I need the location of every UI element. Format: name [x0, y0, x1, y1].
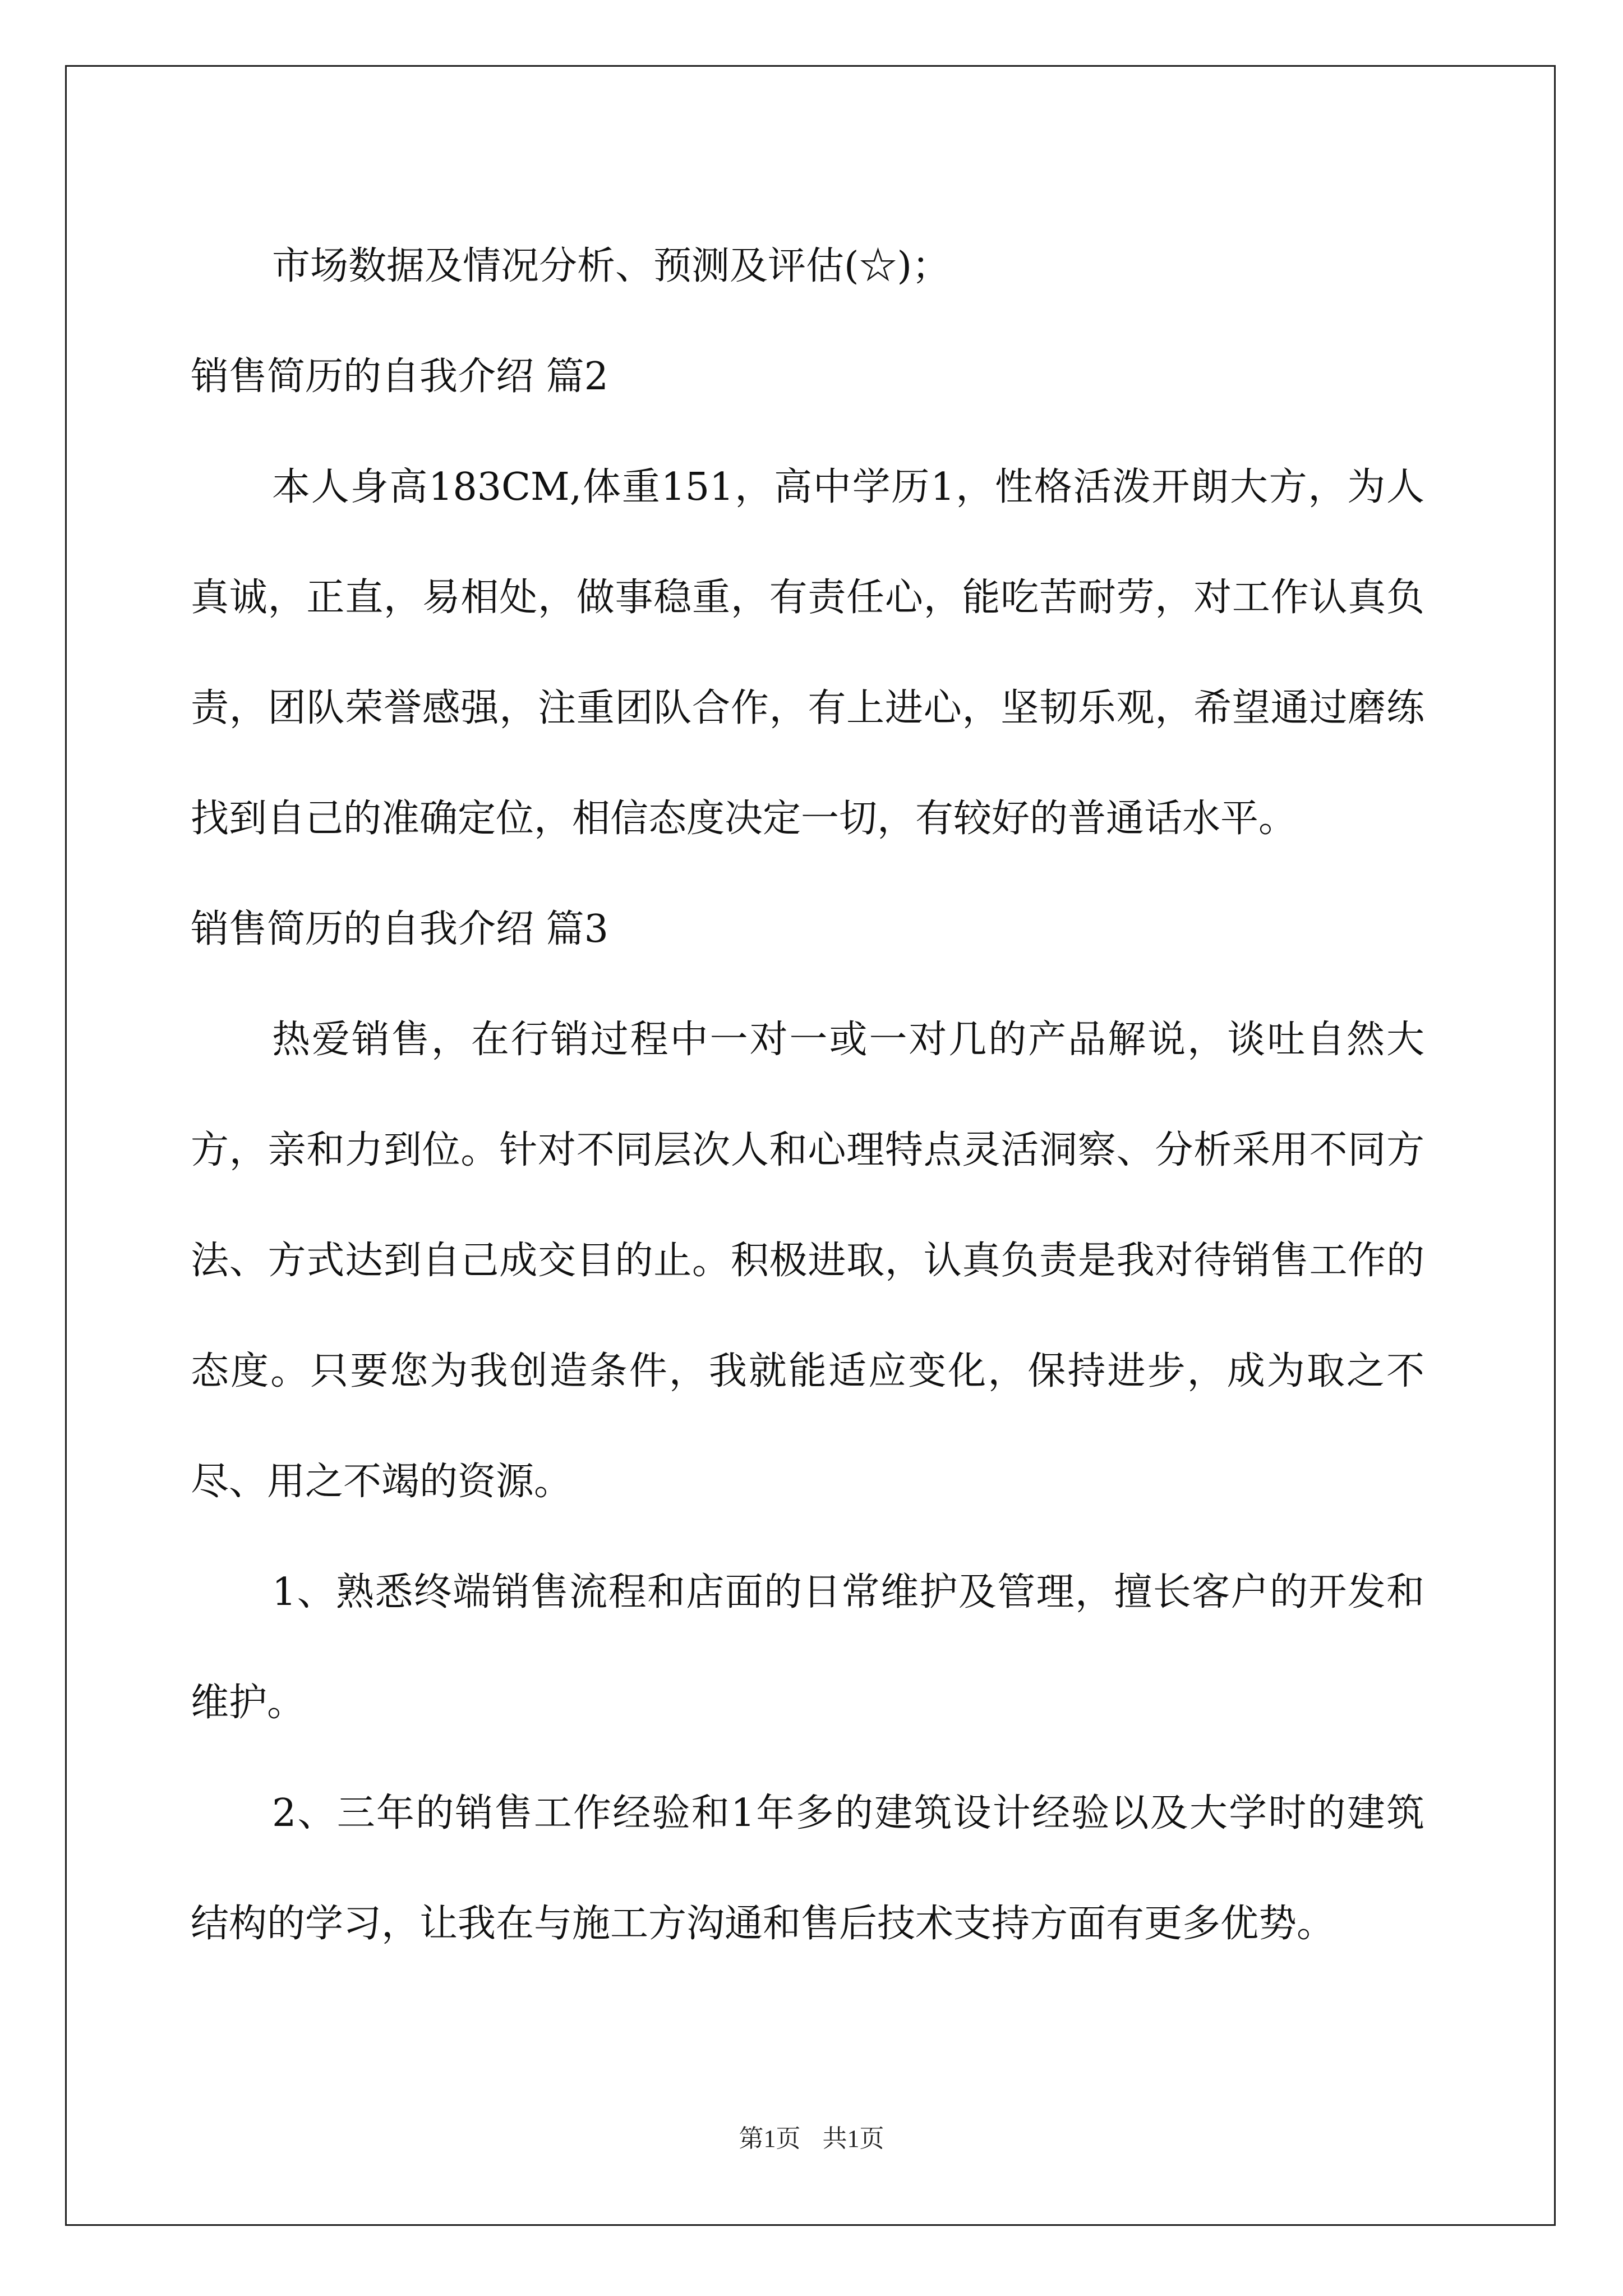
paragraph-point-1: 1、熟悉终端销售流程和店面的日常维护及管理，擅长客户的开发和维护。: [191, 1570, 1424, 1725]
paragraph-self-intro-3: 热爱销售，在行销过程中一对一或一对几的产品解说，谈吐自然大方，亲和力到位。针对不同层次人和心理特点灵活洞察、分析采用不同方法、方式达到自己成交目的止。积极进取，认真负责是我对待销售工作的态度。只要您为我创造条件，我就能适应变化，保持进步，成为取之不尽、用之不竭的资源。: [191, 1018, 1424, 1504]
section-heading-2: 销售简历的自我介绍 篇2: [191, 355, 608, 399]
paragraph-point-2: 2、三年的销售工作经验和1年多的建筑设计经验以及大学时的建筑结构的学习，让我在与施工方沟通和售后技术支持方面有更多优势。: [191, 1791, 1424, 1946]
paragraph-market-analysis: 市场数据及情况分析、预测及评估(☆)；: [272, 244, 951, 288]
paragraph-self-intro-2: 本人身高183CM,体重151，高中学历1，性格活泼开朗大方，为人真诚，正直，易相处，做事稳重，有责任心，能吃苦耐劳，对工作认真负责，团队荣誉感强，注重团队合作，有上进心，坚韧乐观，希望通过磨练找到自己的准确定位，相信态度决定一切，有较好的普通话水平。: [191, 465, 1424, 841]
section-heading-3: 销售简历的自我介绍 篇3: [191, 907, 608, 951]
page-footer: [0, 2118, 1623, 2154]
page-total: 共1页: [822, 2125, 884, 2152]
page-number: 第1页: [739, 2125, 801, 2152]
document-body: [191, 211, 1424, 1979]
